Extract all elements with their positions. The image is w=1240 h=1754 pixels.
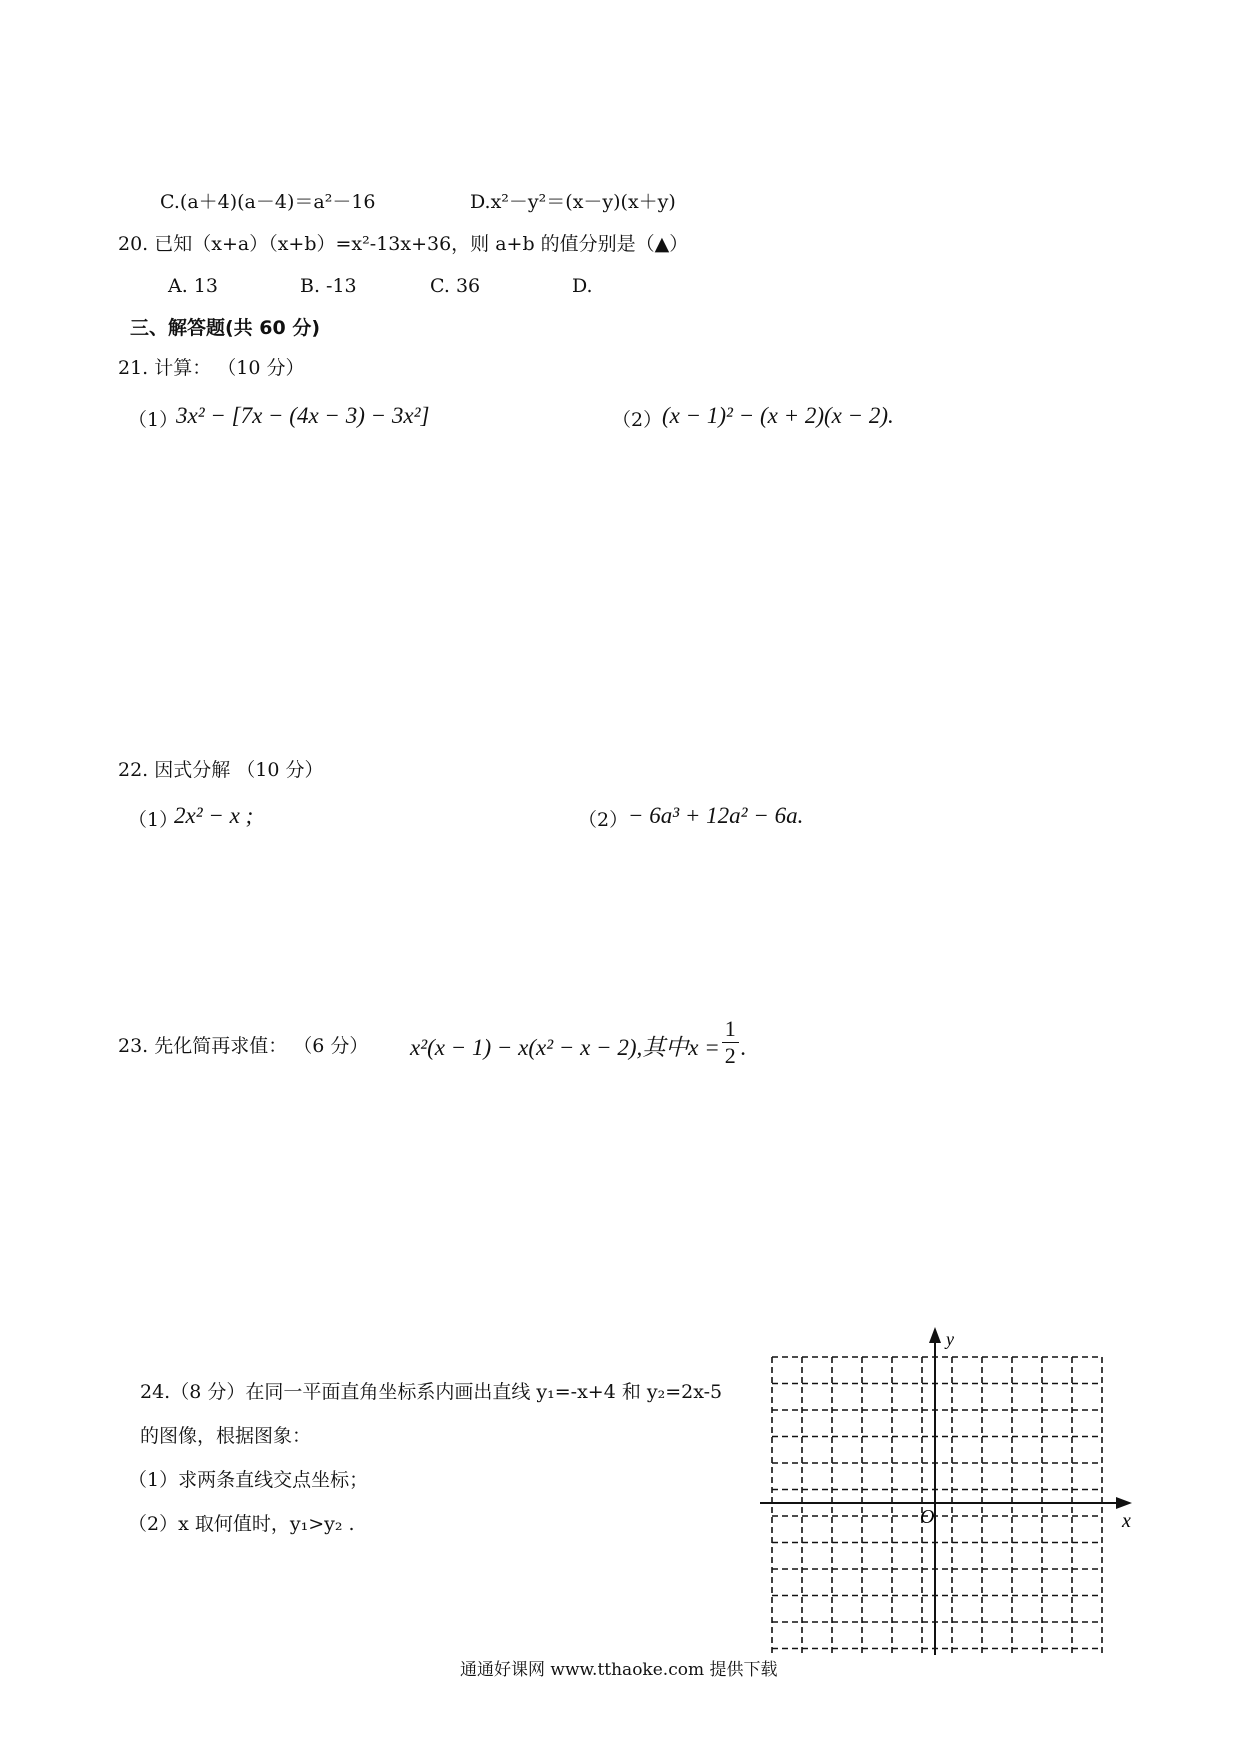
q23-expression: x²(x − 1) − x(x² − x − 2),其中x = $\frac{1}{2}$ .	[410, 1016, 747, 1068]
q21-part2-expr: (x − 1)² − (x + 2)(x − 2).	[662, 403, 894, 428]
q23-frac-den: 2	[724, 1043, 736, 1068]
section-title: 三、解答题(共 60 分)	[130, 317, 321, 339]
q24-part1: （1）求两条直线交点坐标；	[128, 1469, 369, 1491]
footer-credit: 通通好课网 www.tthaoke.com 提供下载	[460, 1660, 778, 1680]
q19-option-c: C.(a＋4)(a－4)＝a²－16	[160, 191, 376, 213]
q22-part2-expr: − 6a³ + 12a² − 6a.	[628, 803, 804, 828]
y-axis-arrow-icon	[929, 1327, 941, 1343]
y-axis-label: y	[946, 1329, 954, 1349]
q24-part2: （2）x 取何值时，y₁>y₂ .	[128, 1513, 355, 1535]
coordinate-grid	[760, 1325, 1140, 1655]
q21-part1-expr: 3x² − [7x − (4x − 3) − 3x²]	[176, 403, 430, 428]
q22-title: 22. 因式分解 （10 分）	[118, 759, 324, 781]
q22-part1-label: （1）	[128, 809, 179, 831]
q24-line1: 24.（8 分）在同一平面直角坐标系内画出直线 y₁=-x+4 和 y₂=2x-5	[140, 1381, 723, 1403]
q19-option-d: D.x²－y²＝(x－y)(x＋y)	[470, 191, 676, 213]
grid-lines	[772, 1357, 1102, 1655]
q23-frac-num: 1	[722, 1016, 739, 1043]
q21-part1-label: （1）	[128, 409, 179, 431]
origin-label: O	[920, 1506, 935, 1528]
q20-option-a: A. 13	[168, 275, 218, 297]
q23-title: 23. 先化简再求值： （6 分）	[118, 1035, 369, 1057]
q20-stem: 20. 已知（x+a）（x+b）=x²-13x+36，则 a+b 的值分别是（▲）	[118, 233, 689, 255]
q22-part2-label: （2）	[578, 809, 629, 831]
q22-part1-expr: 2x² − x ;	[174, 803, 254, 828]
x-axis-label: x	[1122, 1510, 1131, 1532]
q20-option-c: C. 36	[430, 275, 481, 297]
q20-option-d: D.	[572, 275, 593, 297]
q24-line2: 的图像，根据图象：	[140, 1425, 312, 1447]
x-axis-arrow-icon	[1116, 1497, 1132, 1509]
q21-part2-label: （2）	[612, 409, 663, 431]
q20-option-b: B. -13	[300, 275, 357, 297]
q21-title: 21. 计算： （10 分）	[118, 357, 305, 379]
q23-fraction	[722, 1016, 739, 1069]
q23-expr: x²(x − 1) − x(x² − x − 2),其中x =	[410, 1034, 720, 1060]
